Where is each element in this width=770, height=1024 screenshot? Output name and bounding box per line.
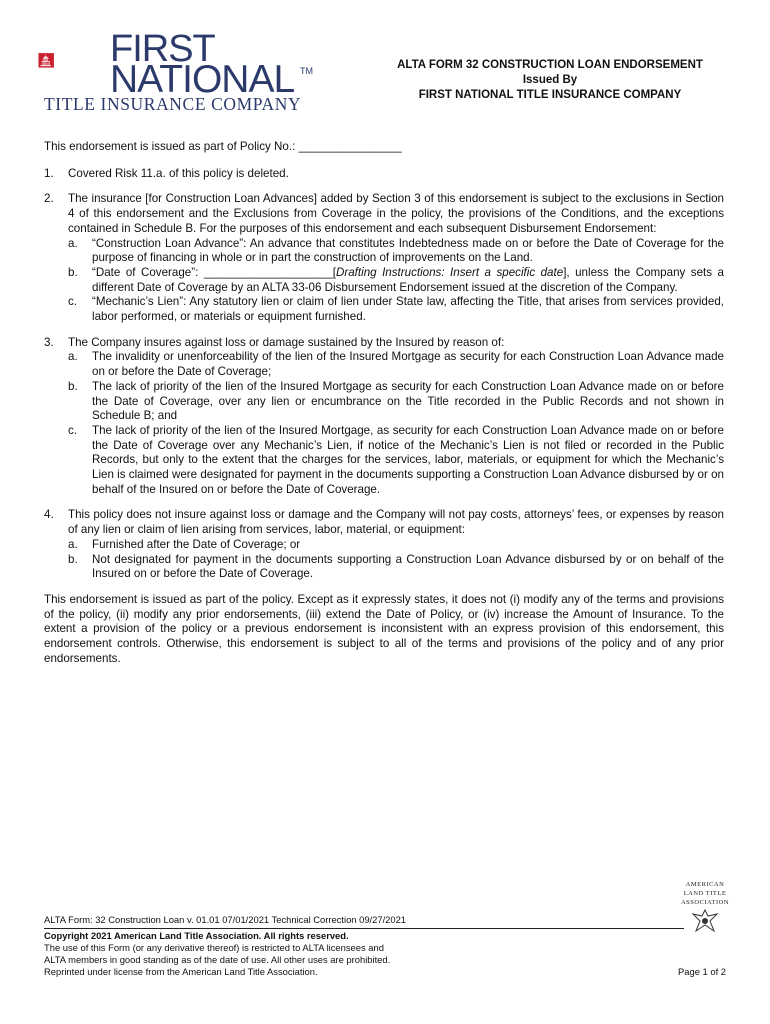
section-number: 4. [44, 508, 54, 522]
first-national-logo-capitol-icon [38, 30, 108, 96]
subsection-text: Not designated for payment in the documents supporting a Construction Loan Advance disbursed by or on behalf of the Insured on or before the Date of Coverage. [92, 552, 724, 581]
subsection [68, 266, 724, 295]
drafting-instructions: Drafting Instructions: Insert a specific date [336, 265, 564, 279]
subsection-letter: a. [68, 350, 78, 364]
license-line-2: ALTA members in good standing as of the date of use. All other uses are prohibited. [44, 954, 391, 965]
subsection-text: The lack of priority of the lien of the Insured Mortgage as security for each Construction Loan Advance made on or before the Date of Coverage, over any lien or encumbrance on the Title recorded in the Public Records and not shown in Schedule B; and [92, 379, 724, 423]
logo-subtitle: TITLE INSURANCE COMPANY [44, 94, 302, 114]
logo-word-first: FIRST [110, 28, 215, 70]
subsection-text: Furnished after the Date of Coverage; or [92, 537, 301, 551]
section-text: The insurance [for Construction Loan Advances] added by Section 3 of this endorsement is subject to the exclusions in Section 4 of this endorsement and the Exclusions from Coverage in the policy, the provisions of the Conditions, and the exceptions contained in Schedule B. For the purposes of this endorsement and each subsequent Disbursement Endorsement: [68, 192, 724, 235]
section-1 [44, 167, 724, 182]
subsection-text: “Construction Loan Advance”: An advance that constitutes Indebtedness made on or before the Date of Coverage for the purpose of financing in whole or in part the construction of improvements on the Land. [92, 236, 724, 265]
license-line-1: The use of this Form (or any derivative thereof) is restricted to ALTA licensees and [44, 942, 384, 953]
subsection-text: The invalidity or unenforceability of the lien of the Insured Mortgage as security for each Construction Loan Advance made on or before the Date of Coverage; [92, 350, 724, 379]
footer-divider [44, 928, 684, 929]
page-number: Page 1 of 2 [678, 966, 726, 977]
subsection [68, 295, 724, 324]
subsection-text-post: ], unless the Company sets a different Date of Coverage by an ALTA 33-06 Disbursement Endorsement issued at the discretion of the Company. [92, 265, 724, 294]
alta-logo-line2: LAND TITLE [683, 890, 727, 897]
subsection-letter: b. [68, 265, 78, 279]
issuing-company: FIRST NATIONAL TITLE INSURANCE COMPANY [418, 89, 682, 101]
subsection [68, 237, 724, 266]
subsection [68, 350, 724, 379]
subsection [68, 380, 724, 424]
subsection-letter: a. [68, 537, 78, 551]
license-line-3: Reprinted under license from the American Land Title Association. [44, 966, 318, 977]
section-number: 2. [44, 192, 54, 206]
subsection [68, 424, 724, 498]
section-4 [44, 508, 724, 582]
form-identifier: ALTA Form: 32 Construction Loan v. 01.01 07/01/2021 Technical Correction 09/27/2021 [44, 914, 407, 925]
section-text: This policy does not insure against loss or damage and the Company will not pay costs, attorneys’ fees, or expenses by reason of any lien or claim of lien arising from services, labor, material, or equipment: [68, 508, 724, 537]
logo-word-national: NATIONAL [110, 58, 295, 101]
subsection [68, 553, 724, 582]
policy-number-line: This endorsement is issued as part of Policy No.: ________________ [44, 140, 402, 153]
section-3 [44, 336, 724, 498]
subsection-letter: b. [68, 379, 78, 393]
subsection-text: “Mechanic’s Lien”: Any statutory lien or claim of lien under State law, affecting the Title, that arises from services provided, labor performed, or materials or equipment furnished. [92, 295, 724, 324]
subsection-text: The lack of priority of the lien of the Insured Mortgage, as security for each Construction Loan Advance made on or before the Date of Coverage over any Mechanic’s Lien, if notice of the Mechanic’s Lien is not filed or recorded in the Public Records, but only to the extent that the charges for the services, labor, materials, or equipment for which the Mechanic’s Lien is claimed were designated for payment in the documents supporting a Construction Loan Advance disbursed by or on behalf of the Insured on or before the Date of Coverage. [92, 423, 724, 496]
subsection-letter: a. [68, 236, 78, 250]
subsection-letter: c. [68, 423, 78, 437]
subsection-text-pre: “Date of Coverage”: ____________________[ [92, 265, 336, 279]
section-number: 3. [44, 335, 54, 349]
document-body [44, 140, 724, 678]
section-text: Covered Risk 11.a. of this policy is deleted. [68, 166, 289, 180]
copyright: Copyright 2021 American Land Title Association. All rights reserved. [44, 930, 349, 941]
form-title: ALTA FORM 32 CONSTRUCTION LOAN ENDORSEMENT [397, 59, 703, 71]
logo-trademark: TM [300, 66, 313, 76]
alta-logo-line1: AMERICAN [685, 881, 725, 888]
closing-paragraph: This endorsement is issued as part of the policy. Except as it expressly states, it does not (i) modify any of the terms and provisions of the policy, (ii) modify any prior endorsements, (iii) extend the Date of Policy, or (iv) increase the Amount of Insurance. To the extent a provision of the policy or a previous endorsement is inconsistent with an express provision of this endorsement, this endorsement controls. Otherwise, this endorsement is subject to all of the terms and provisions of the policy and of any prior endorsements. [44, 592, 724, 665]
subsection-letter: c. [68, 295, 78, 309]
form-header [330, 58, 770, 103]
subsection [68, 538, 724, 553]
subsection-letter: b. [68, 552, 78, 566]
page-footer [44, 914, 728, 978]
section-text: The Company insures against loss or damage sustained by the Insured by reason of: [68, 335, 505, 349]
alta-logo-line3: ASSOCIATION [680, 899, 730, 906]
section-2 [44, 192, 724, 324]
section-number: 1. [44, 166, 54, 180]
issued-by: Issued By [522, 74, 578, 86]
